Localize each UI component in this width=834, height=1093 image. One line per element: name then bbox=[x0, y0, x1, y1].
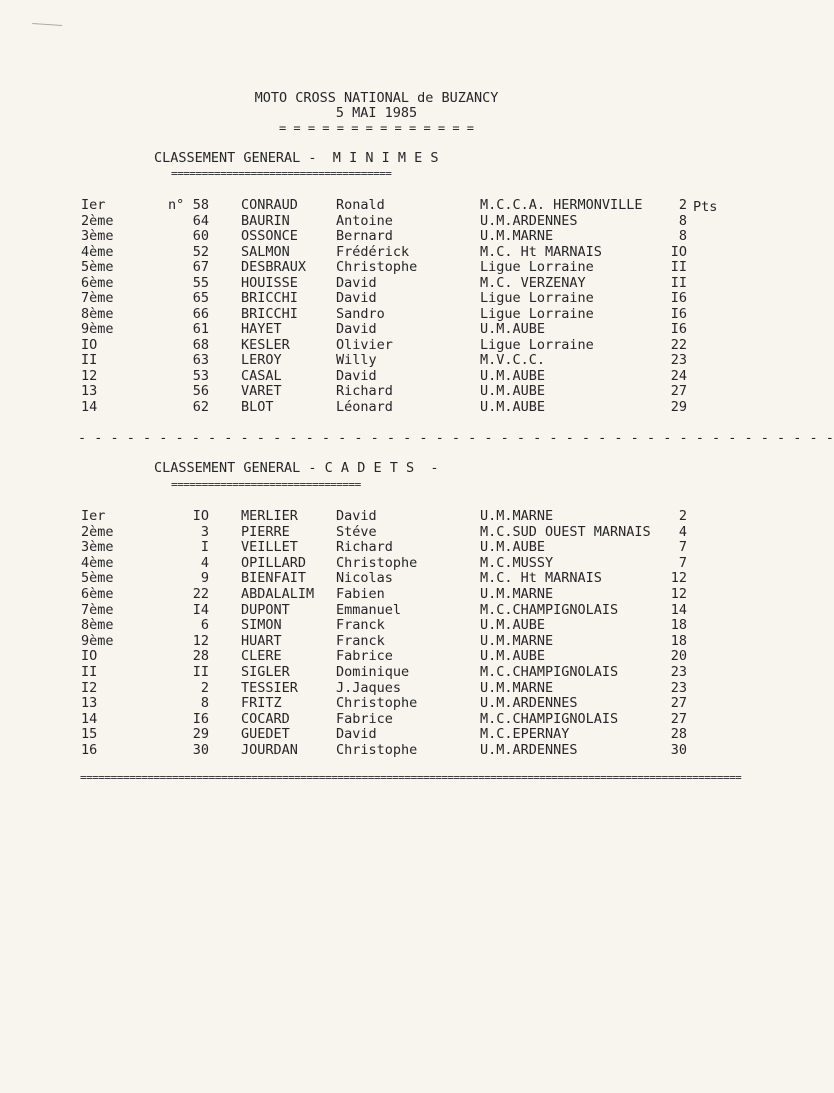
club-cell: U.M.AUBE bbox=[480, 398, 546, 415]
table-row bbox=[0, 352, 753, 368]
surname-cell: OPILLARD bbox=[241, 554, 307, 571]
points-cell: 18 bbox=[670, 617, 687, 634]
surname-cell: FRITZ bbox=[241, 695, 282, 712]
rank-cell: I2 bbox=[81, 679, 98, 696]
club-cell: M.C.C.A. HERMONVILLE bbox=[480, 197, 643, 213]
surname-cell: OSSONCE bbox=[241, 228, 298, 244]
points-cell: 27 bbox=[670, 383, 687, 399]
number-cell: 64 bbox=[192, 212, 209, 229]
rank-cell: II bbox=[81, 664, 98, 680]
table-row bbox=[0, 742, 753, 758]
points-cell: 30 bbox=[670, 742, 687, 758]
table-row bbox=[0, 633, 753, 649]
firstname-cell: Franck bbox=[336, 617, 385, 634]
rank-cell: IO bbox=[81, 336, 98, 353]
table-row bbox=[0, 306, 753, 322]
table-row bbox=[0, 664, 753, 680]
table-row bbox=[0, 508, 753, 524]
table-row bbox=[0, 228, 753, 244]
surname-cell: TESSIER bbox=[241, 679, 298, 696]
rank-cell: 3ème bbox=[81, 228, 114, 244]
number-cell: 68 bbox=[192, 336, 209, 353]
number-cell: IO bbox=[192, 508, 209, 524]
table-row bbox=[0, 259, 753, 275]
firstname-cell: Bernard bbox=[336, 228, 393, 244]
surname-cell: DESBRAUX bbox=[241, 259, 307, 275]
firstname-cell: Richard bbox=[336, 539, 393, 556]
points-cell: 24 bbox=[670, 367, 687, 384]
club-cell: U.M.ARDENNES bbox=[480, 742, 578, 758]
firstname-cell: Nicolas bbox=[336, 570, 393, 587]
points-cell: I6 bbox=[670, 305, 687, 322]
points-cell: 7 bbox=[678, 539, 687, 556]
surname-cell: DUPONT bbox=[241, 601, 290, 618]
minimes-heading: CLASSEMENT GENERAL - M I N I M E S bbox=[154, 150, 439, 166]
surname-cell: GUEDET bbox=[241, 726, 290, 743]
points-cell: 8 bbox=[678, 228, 687, 244]
points-cell: 18 bbox=[670, 632, 687, 649]
club-cell: U.M.MARNE bbox=[480, 586, 554, 602]
event-date: 5 MAI 1985 bbox=[335, 105, 418, 121]
club-cell: M.C. VERZENAY bbox=[480, 274, 586, 291]
rank-cell: 7ème bbox=[81, 290, 114, 306]
points-cell: 27 bbox=[670, 710, 687, 727]
club-cell: Ligue Lorraine bbox=[480, 305, 594, 322]
club-cell: M.C.CHAMPIGNOLAIS bbox=[480, 664, 619, 680]
surname-cell: LEROY bbox=[241, 352, 282, 368]
rank-cell: 14 bbox=[81, 398, 98, 415]
points-cell: 27 bbox=[670, 695, 687, 712]
surname-cell: BRICCHI bbox=[241, 305, 298, 322]
surname-cell: CLERE bbox=[241, 648, 282, 665]
rank-cell: 9ème bbox=[81, 321, 114, 337]
firstname-cell: Frédérick bbox=[336, 243, 410, 260]
club-cell: M.C. Ht MARNAIS bbox=[480, 243, 602, 260]
surname-cell: JOURDAN bbox=[241, 742, 298, 758]
table-row bbox=[0, 711, 753, 727]
section-separator: - - - - - - - - - - - - - - - - - - - - - - - - - - - - - - - - - - - - - - - - - - - - - - - bbox=[78, 430, 834, 446]
club-cell: M.C.SUD OUEST MARNAIS bbox=[480, 523, 651, 540]
firstname-cell: David bbox=[336, 508, 377, 524]
points-cell: 23 bbox=[670, 664, 687, 680]
points-cell: 29 bbox=[670, 398, 687, 415]
surname-cell: HUART bbox=[241, 632, 282, 649]
table-row bbox=[0, 539, 753, 555]
club-cell: U.M.AUBE bbox=[480, 539, 546, 556]
club-cell: U.M.MARNE bbox=[480, 679, 554, 696]
firstname-cell: Dominique bbox=[336, 664, 410, 680]
points-cell: 2 bbox=[678, 508, 687, 524]
points-cell: 7 bbox=[678, 554, 687, 571]
firstname-cell: Christophe bbox=[336, 695, 418, 712]
rank-cell: 16 bbox=[81, 742, 98, 758]
surname-cell: SALMON bbox=[241, 243, 290, 260]
surname-cell: MERLIER bbox=[241, 508, 298, 524]
number-prefix: n° bbox=[168, 197, 185, 213]
table-row bbox=[0, 617, 753, 633]
firstname-cell: Antoine bbox=[336, 212, 393, 229]
number-cell: 2 bbox=[200, 679, 209, 696]
number-cell: 66 bbox=[192, 305, 209, 322]
surname-cell: CONRAUD bbox=[241, 197, 298, 213]
surname-cell: BLOT bbox=[241, 398, 274, 415]
table-row bbox=[0, 524, 753, 540]
points-cell: 8 bbox=[678, 212, 687, 229]
points-cell: I6 bbox=[670, 290, 687, 306]
surname-cell: PIERRE bbox=[241, 523, 290, 540]
surname-cell: HAYET bbox=[241, 321, 282, 337]
points-cell: 22 bbox=[670, 336, 687, 353]
firstname-cell: Fabrice bbox=[336, 648, 393, 665]
firstname-cell: Sandro bbox=[336, 305, 385, 322]
club-cell: M.C.CHAMPIGNOLAIS bbox=[480, 601, 619, 618]
page-title: MOTO CROSS NATIONAL de BUZANCY bbox=[254, 90, 499, 106]
firstname-cell: Franck bbox=[336, 632, 385, 649]
rank-cell: 9ème bbox=[81, 632, 114, 649]
firstname-cell: Fabrice bbox=[336, 710, 393, 727]
number-cell: I6 bbox=[192, 710, 209, 727]
table-row bbox=[0, 197, 753, 213]
table-row bbox=[0, 555, 753, 571]
points-cell: 23 bbox=[670, 679, 687, 696]
rank-cell: 7ème bbox=[81, 601, 114, 618]
firstname-cell: Christophe bbox=[336, 742, 418, 758]
points-cell: 20 bbox=[670, 648, 687, 665]
number-cell: 63 bbox=[192, 352, 209, 368]
firstname-cell: J.Jaques bbox=[336, 679, 402, 696]
table-row bbox=[0, 213, 753, 229]
surname-cell: COCARD bbox=[241, 710, 290, 727]
firstname-cell: Emmanuel bbox=[336, 601, 402, 618]
surname-cell: VEILLET bbox=[241, 539, 298, 556]
rank-cell: 13 bbox=[81, 695, 98, 712]
club-cell: M.C.CHAMPIGNOLAIS bbox=[480, 710, 619, 727]
rank-cell: IO bbox=[81, 648, 98, 665]
surname-cell: BAURIN bbox=[241, 212, 290, 229]
rank-cell: 14 bbox=[81, 710, 98, 727]
surname-cell: KESLER bbox=[241, 336, 290, 353]
number-cell: 58 bbox=[192, 197, 209, 213]
surname-cell: ABDALALIM bbox=[241, 586, 315, 602]
club-cell: Ligue Lorraine bbox=[480, 336, 594, 353]
table-row bbox=[0, 399, 753, 415]
club-cell: U.M.ARDENNES bbox=[480, 212, 578, 229]
number-cell: 29 bbox=[192, 726, 209, 743]
rank-cell: 6ème bbox=[81, 586, 114, 602]
number-cell: 61 bbox=[192, 321, 209, 337]
table-row bbox=[0, 602, 753, 618]
firstname-cell: David bbox=[336, 290, 377, 306]
firstname-cell: Léonard bbox=[336, 398, 393, 415]
table-row bbox=[0, 290, 753, 306]
points-cell: 12 bbox=[670, 570, 687, 587]
title-underline: = = = = = = = = = = = = = = bbox=[278, 121, 475, 135]
rank-cell: 4ème bbox=[81, 554, 114, 571]
points-cell: 23 bbox=[670, 352, 687, 368]
table-row bbox=[0, 275, 753, 291]
points-cell: II bbox=[670, 274, 687, 291]
rank-cell: 5ème bbox=[81, 570, 114, 587]
firstname-cell: Olivier bbox=[336, 336, 393, 353]
corner-mark bbox=[32, 23, 62, 32]
firstname-cell: Christophe bbox=[336, 554, 418, 571]
rank-cell: 3ème bbox=[81, 539, 114, 556]
rank-cell: 13 bbox=[81, 383, 98, 399]
club-cell: Ligue Lorraine bbox=[480, 290, 594, 306]
rank-cell: 12 bbox=[81, 367, 98, 384]
number-cell: 22 bbox=[192, 586, 209, 602]
club-cell: U.M.AUBE bbox=[480, 617, 546, 634]
rank-cell: 8ème bbox=[81, 617, 114, 634]
number-cell: 60 bbox=[192, 228, 209, 244]
club-cell: Ligue Lorraine bbox=[480, 259, 594, 275]
rank-cell: 5ème bbox=[81, 259, 114, 275]
rank-cell: 6ème bbox=[81, 274, 114, 291]
number-cell: 55 bbox=[192, 274, 209, 291]
firstname-cell: Ronald bbox=[336, 197, 385, 213]
cadets-heading-underline: =============================== bbox=[171, 478, 361, 491]
points-cell: 14 bbox=[670, 601, 687, 618]
surname-cell: BRICCHI bbox=[241, 290, 298, 306]
rank-cell: 8ème bbox=[81, 305, 114, 322]
number-cell: 65 bbox=[192, 290, 209, 306]
firstname-cell: Willy bbox=[336, 352, 377, 368]
club-cell: U.M.MARNE bbox=[480, 632, 554, 649]
table-row bbox=[0, 570, 753, 586]
rank-cell: Ier bbox=[81, 197, 106, 213]
points-cell: I6 bbox=[670, 321, 687, 337]
table-row bbox=[0, 337, 753, 353]
club-cell: U.M.ARDENNES bbox=[480, 695, 578, 712]
surname-cell: SIMON bbox=[241, 617, 282, 634]
table-row bbox=[0, 368, 753, 384]
surname-cell: SIGLER bbox=[241, 664, 290, 680]
table-row bbox=[0, 680, 753, 696]
firstname-cell: Richard bbox=[336, 383, 393, 399]
firstname-cell: David bbox=[336, 367, 377, 384]
club-cell: M.V.C.C. bbox=[480, 352, 546, 368]
points-cell: II bbox=[670, 259, 687, 275]
firstname-cell: Fabien bbox=[336, 586, 385, 602]
number-cell: 3 bbox=[200, 523, 209, 540]
points-cell: 4 bbox=[678, 523, 687, 540]
rank-cell: 4ème bbox=[81, 243, 114, 260]
number-cell: II bbox=[192, 664, 209, 680]
rank-cell: 2ème bbox=[81, 212, 114, 229]
surname-cell: CASAL bbox=[241, 367, 282, 384]
cadets-heading: CLASSEMENT GENERAL - C A D E T S - bbox=[154, 460, 439, 476]
number-cell: 52 bbox=[192, 243, 209, 260]
number-cell: 53 bbox=[192, 367, 209, 384]
number-cell: 67 bbox=[192, 259, 209, 275]
rank-cell: II bbox=[81, 352, 98, 368]
club-cell: U.M.AUBE bbox=[480, 648, 546, 665]
surname-cell: HOUISSE bbox=[241, 274, 298, 291]
firstname-cell: Stéve bbox=[336, 523, 377, 540]
club-cell: U.M.MARNE bbox=[480, 228, 554, 244]
table-row bbox=[0, 321, 753, 337]
footer-rule: ============================================================================================================ bbox=[80, 771, 742, 784]
club-cell: M.C. Ht MARNAIS bbox=[480, 570, 602, 587]
table-row bbox=[0, 726, 753, 742]
points-cell: 28 bbox=[670, 726, 687, 743]
firstname-cell: David bbox=[336, 274, 377, 291]
points-cell: IO bbox=[670, 243, 687, 260]
rank-cell: 2ème bbox=[81, 523, 114, 540]
number-cell: 6 bbox=[200, 617, 209, 634]
table-row bbox=[0, 648, 753, 664]
number-cell: 8 bbox=[200, 695, 209, 712]
rank-cell: Ier bbox=[81, 508, 106, 524]
firstname-cell: Christophe bbox=[336, 259, 418, 275]
club-cell: U.M.AUBE bbox=[480, 383, 546, 399]
club-cell: M.C.EPERNAY bbox=[480, 726, 570, 743]
surname-cell: BIENFAIT bbox=[241, 570, 307, 587]
number-cell: 30 bbox=[192, 742, 209, 758]
club-cell: M.C.MUSSY bbox=[480, 554, 554, 571]
points-cell: 2 bbox=[678, 197, 687, 213]
number-cell: 4 bbox=[200, 554, 209, 571]
club-cell: U.M.AUBE bbox=[480, 367, 546, 384]
surname-cell: VARET bbox=[241, 383, 282, 399]
club-cell: U.M.MARNE bbox=[480, 508, 554, 524]
number-cell: I4 bbox=[192, 601, 209, 618]
number-cell: 62 bbox=[192, 398, 209, 415]
table-row bbox=[0, 244, 753, 260]
number-cell: I bbox=[200, 539, 209, 556]
minimes-heading-underline: ==================================== bbox=[171, 167, 392, 180]
number-cell: 12 bbox=[192, 632, 209, 649]
table-row bbox=[0, 383, 753, 399]
firstname-cell: David bbox=[336, 321, 377, 337]
points-cell: 12 bbox=[670, 586, 687, 602]
number-cell: 9 bbox=[200, 570, 209, 587]
firstname-cell: David bbox=[336, 726, 377, 743]
number-cell: 28 bbox=[192, 648, 209, 665]
club-cell: U.M.AUBE bbox=[480, 321, 546, 337]
number-cell: 56 bbox=[192, 383, 209, 399]
points-unit: Pts bbox=[693, 199, 718, 215]
rank-cell: 15 bbox=[81, 726, 98, 743]
table-row bbox=[0, 586, 753, 602]
table-row bbox=[0, 695, 753, 711]
